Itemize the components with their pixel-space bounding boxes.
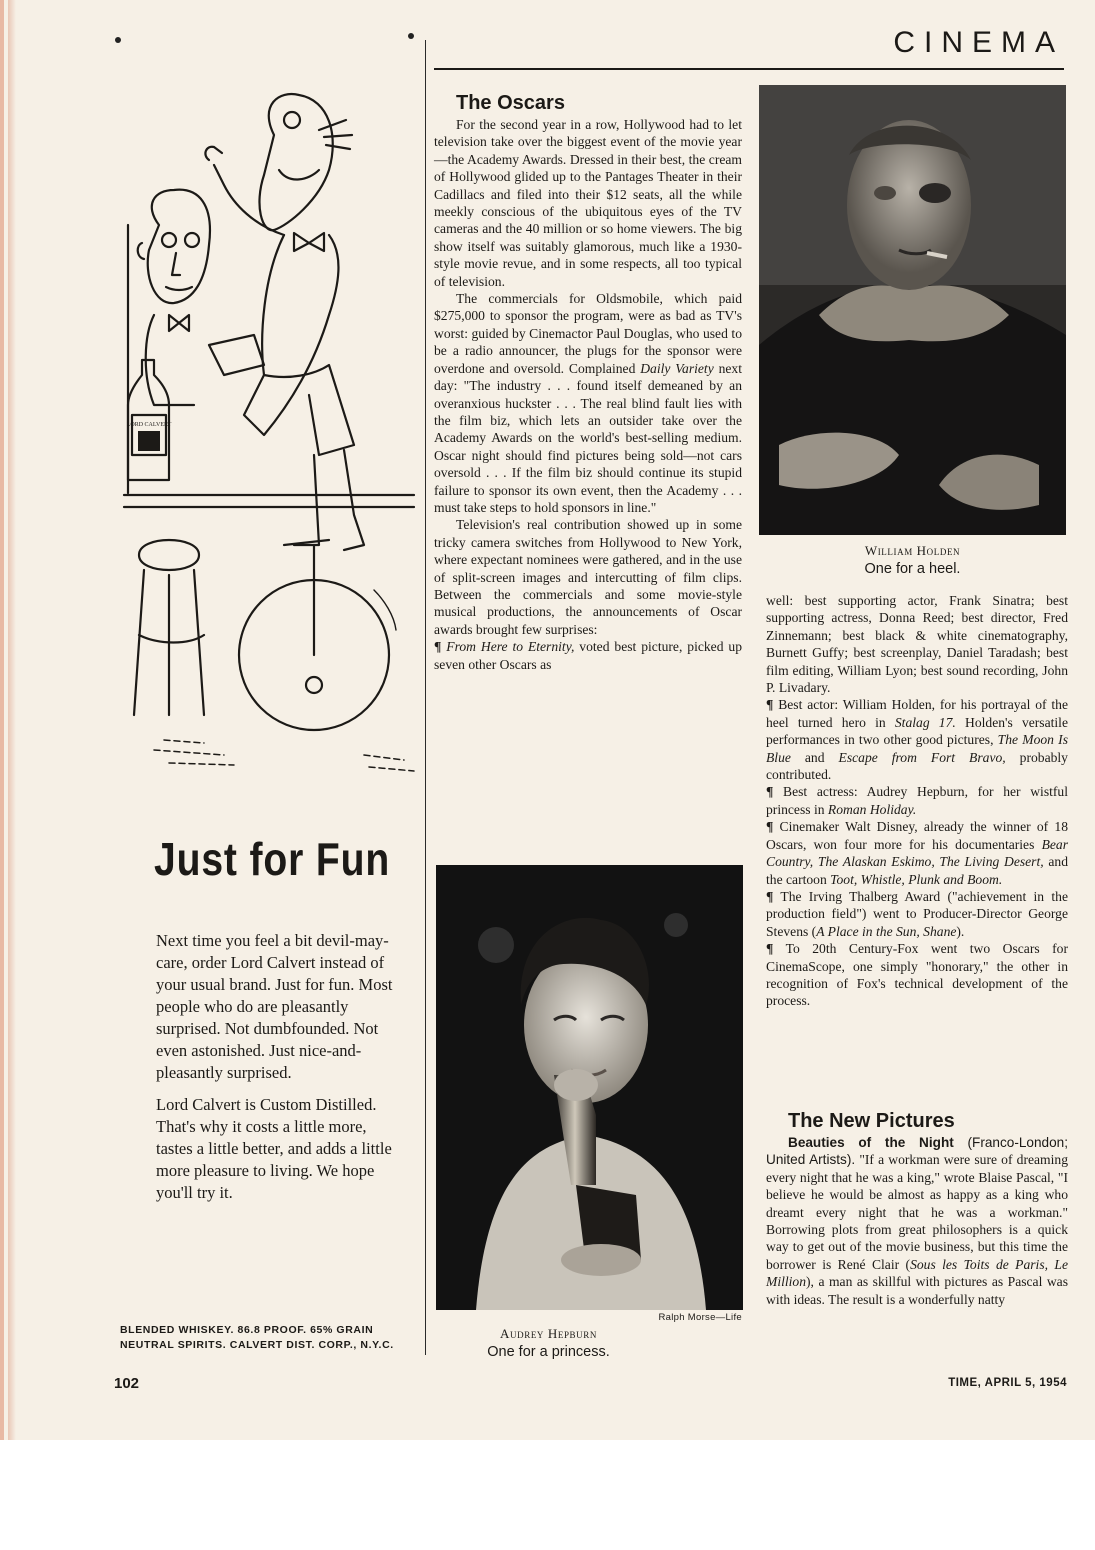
fine-print-line: BLENDED WHISKEY. 86.8 PROOF. 65% GRAIN: [120, 1324, 374, 1336]
article-paragraph: The commercials for Oldsmobile, which paid $275,000 to sponsor the program, were as bad as TV's worst: guided by Cinemactor Paul Douglas, who used to be a radio announcer, the plugs for the sponsor were overdone and oversold. Complained Daily Variety next day: "The industry . . . found itself demeaned by an overanxious huckster . . . The real blind fault lies with the film biz, which lets an outsider take over the Academy Awards on the world's best-selling medium. Oscar night should find pictures being sold—not cars oversold . . . If the film biz should continue its stupid failure to sponsor its own event, then the Academy . . . must take steps to hold sponsors in line.": [434, 291, 742, 515]
holden-caption-name: William Holden: [864, 543, 961, 558]
new-pictures-column: [766, 1108, 1068, 1308]
holden-photo: [759, 85, 1066, 535]
page-edge: [8, 0, 16, 1440]
section-rule: [434, 68, 1064, 70]
photo-credit: Ralph Morse—Life: [658, 1312, 742, 1323]
article-column-middle: [434, 90, 742, 673]
award-item-continued: well: best supporting actor, Frank Sinatra; best supporting actress, Donna Reed; best director, Fred Zinnemann; best black & white cinematography, Burnett Guffy; best screenplay, Daniel Taradash; best film editing, William Lyon; best sound recording, John P. Livadary.: [766, 593, 1068, 696]
ad-paragraph: Lord Calvert is Custom Distilled. That's why it costs a little more, tastes a little better, and adds a little more pleasure to living. We hope you'll try it.: [156, 1095, 392, 1202]
page-number: 102: [114, 1375, 140, 1392]
binding-dot: [408, 33, 414, 39]
article-column-right: [766, 592, 1068, 1010]
ad-paragraph: Next time you feel a bit devil-may-care, order Lord Calvert instead of your usual brand. Just for fun. Most people who do are pleasantly surprised. Not dumbfounded. Not even astonished. Just nice-and-pleasantly surprised.: [156, 931, 393, 1082]
article-heading: The Oscars: [456, 92, 565, 114]
award-item: ¶ The Irving Thalberg Award ("achievement in the production field") went to Producer-Director George Stevens (A Place in the Sun, Shane).: [766, 888, 1068, 939]
ad-illustration: [114, 75, 419, 795]
section-header: CINEMA: [893, 26, 1064, 59]
issue-date: TIME, APRIL 5, 1954: [948, 1377, 1067, 1389]
article-paragraph: Television's real contribution showed up in some tricky camera switches from Hollywood to New York, where expectant nominees were gathered, and in the use of split-screen images and intercutting of film clips. Between the commercials and some movie-style musical productions, the announcements of Oscar awards brought few surprises:: [434, 517, 742, 637]
bottle-label-text: LORD CALVERT: [126, 422, 172, 428]
review-paragraph: Beauties of the Night (Franco-London; United Artists). "If a workman were sure of dreaming every night that he was a king," wrote Blaise Pascal, "I believe he would be almost as happy as a king who dreamt every night that he was a workman." Borrowing plots from great philosophers is a quick way to get out of the movie business, but this time the borrower is René Clair (Sous les Toits de Paris, Le Million), a man as skillful with pictures as Pascal was with ideas. The result is a wonderfully natty: [766, 1135, 1068, 1307]
award-item: ¶ Best actress: Audrey Hepburn, for her wistful princess in Roman Holiday.: [766, 784, 1068, 817]
new-pictures-heading: The New Pictures: [788, 1110, 955, 1132]
hepburn-photo: [436, 865, 743, 1310]
award-item: ¶ Cinemaker Walt Disney, already the winner of 18 Oscars, won four more for his documentaries Bear Country, The Alaskan Eskimo, The Living Desert, and the cartoon Toot, Whistle, Plunk and Boom.: [766, 819, 1068, 887]
article-paragraph: For the second year in a row, Hollywood had to let television take over the biggest event of the movie year—the Academy Awards. Dressed in their best, the cream of Hollywood glided up to the Pantages Theater in their Cadillacs and filed into their $12 seats, all the while meekly conscious of the ubiquitous eyes of the TV cameras and the 40 million or so home viewers. The big show itself was suitably glamorous, much like a 1930-style movie revue, and in some respects, all too typical of television.: [434, 117, 742, 289]
hepburn-caption: One for a princess.: [487, 1344, 610, 1360]
ad-fine-print: [120, 1323, 425, 1353]
holden-caption: One for a heel.: [864, 561, 961, 577]
ad-body: [156, 930, 396, 1214]
award-item: ¶ Best actor: William Holden, for his portrayal of the heel turned hero in Stalag 17. Holden's versatile performances in two other good pictures, The Moon Is Blue and Escape from Fort Bravo, probably contributed.: [766, 697, 1068, 783]
award-item: ¶ From Here to Eternity, voted best picture, picked up seven other Oscars as: [434, 639, 743, 672]
hepburn-caption-name: Audrey Hepburn: [500, 1326, 597, 1341]
award-item: ¶ To 20th Century-Fox went two Oscars for CinemaScope, one simply "honorary," the other in recognition of Fox's technical development of the process.: [766, 941, 1068, 1009]
ad-headline: Just for Fun: [154, 833, 391, 885]
binding-dot: [115, 37, 121, 43]
column-divider: [425, 40, 426, 1355]
fine-print-line: NEUTRAL SPIRITS. CALVERT DIST. CORP., N.Y.C.: [120, 1339, 394, 1351]
